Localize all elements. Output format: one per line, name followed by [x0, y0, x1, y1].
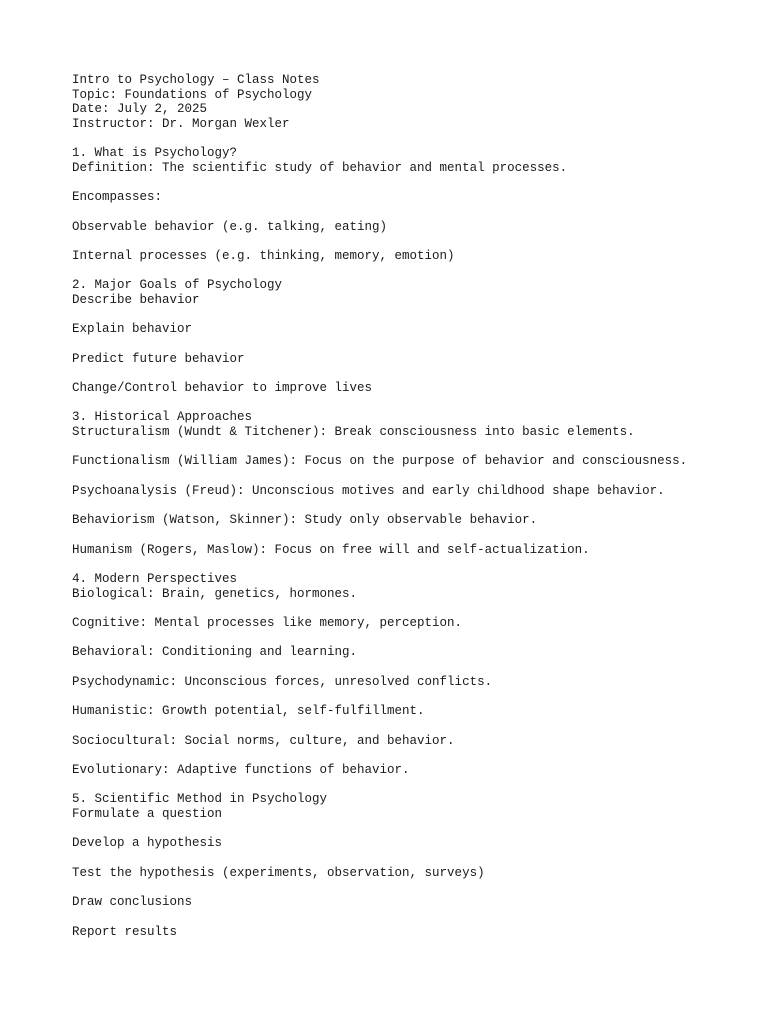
section-4-item: Behavioral: Conditioning and learning.	[72, 645, 358, 660]
document-title: Intro to Psychology – Class Notes	[72, 73, 320, 87]
spacer	[72, 469, 752, 484]
spacer	[72, 337, 752, 352]
section-4-item: Sociocultural: Social norms, culture, and behavior.	[72, 733, 455, 748]
section-2-item: Explain behavior	[72, 322, 193, 337]
section-5-item: Test the hypothesis (experiments, observation, surveys)	[72, 865, 485, 880]
section-1-item: Internal processes (e.g. thinking, memory, emotion)	[72, 248, 455, 263]
spacer	[72, 498, 752, 513]
spacer	[72, 778, 752, 793]
spacer	[72, 660, 752, 675]
document-instructor: Instructor: Dr. Morgan Wexler	[72, 116, 290, 131]
section-3-item: Functionalism (William James): Focus on the purpose of behavior and consciousness.	[72, 454, 688, 469]
spacer	[72, 631, 752, 646]
spacer	[72, 205, 752, 220]
spacer	[72, 131, 752, 146]
notes-document	[72, 73, 752, 939]
section-4-heading: 4. Modern Perspectives	[72, 572, 238, 587]
spacer	[72, 822, 752, 837]
section-5-heading: 5. Scientific Method in Psychology	[72, 792, 328, 807]
document-topic: Topic: Foundations of Psychology	[72, 87, 313, 102]
section-1-item: Observable behavior (e.g. talking, eating)	[72, 219, 388, 234]
section-3-heading: 3. Historical Approaches	[72, 410, 253, 425]
spacer	[72, 528, 752, 543]
spacer	[72, 396, 752, 411]
spacer	[72, 851, 752, 866]
section-2-heading: 2. Major Goals of Psychology	[72, 278, 283, 293]
spacer	[72, 264, 752, 279]
section-4-item: Biological: Brain, genetics, hormones.	[72, 586, 358, 601]
section-5-item: Formulate a question	[72, 806, 223, 821]
section-3-item: Psychoanalysis (Freud): Unconscious motives and early childhood shape behavior.	[72, 483, 665, 498]
section-4-item: Psychodynamic: Unconscious forces, unresolved conflicts.	[72, 674, 493, 689]
section-5-item: Draw conclusions	[72, 895, 193, 910]
document-date: Date: July 2, 2025	[72, 102, 208, 117]
section-3-item: Behaviorism (Watson, Skinner): Study only observable behavior.	[72, 513, 538, 528]
spacer	[72, 440, 752, 455]
section-4-item: Humanistic: Growth potential, self-fulfillment.	[72, 704, 425, 719]
section-3-item: Structuralism (Wundt & Titchener): Break consciousness into basic elements.	[72, 425, 635, 440]
spacer	[72, 366, 752, 381]
section-4-item: Cognitive: Mental processes like memory, perception.	[72, 616, 463, 631]
spacer	[72, 308, 752, 323]
spacer	[72, 910, 752, 925]
spacer	[72, 557, 752, 572]
section-3-item: Humanism (Rogers, Maslow): Focus on free will and self-actualization.	[72, 542, 590, 557]
spacer	[72, 880, 752, 895]
spacer	[72, 601, 752, 616]
section-2-item: Predict future behavior	[72, 351, 245, 366]
spacer	[72, 175, 752, 190]
section-1-heading: 1. What is Psychology?	[72, 146, 238, 161]
spacer	[72, 234, 752, 249]
spacer	[72, 748, 752, 763]
section-5-item: Report results	[72, 924, 178, 939]
section-4-item: Evolutionary: Adaptive functions of behavior.	[72, 762, 410, 777]
section-2-item: Describe behavior	[72, 292, 200, 307]
spacer	[72, 719, 752, 734]
section-2-item: Change/Control behavior to improve lives	[72, 381, 373, 396]
section-1-definition: Definition: The scientific study of behavior and mental processes.	[72, 160, 568, 175]
section-5-item: Develop a hypothesis	[72, 836, 223, 851]
section-1-encompasses: Encompasses:	[72, 190, 163, 205]
spacer	[72, 689, 752, 704]
